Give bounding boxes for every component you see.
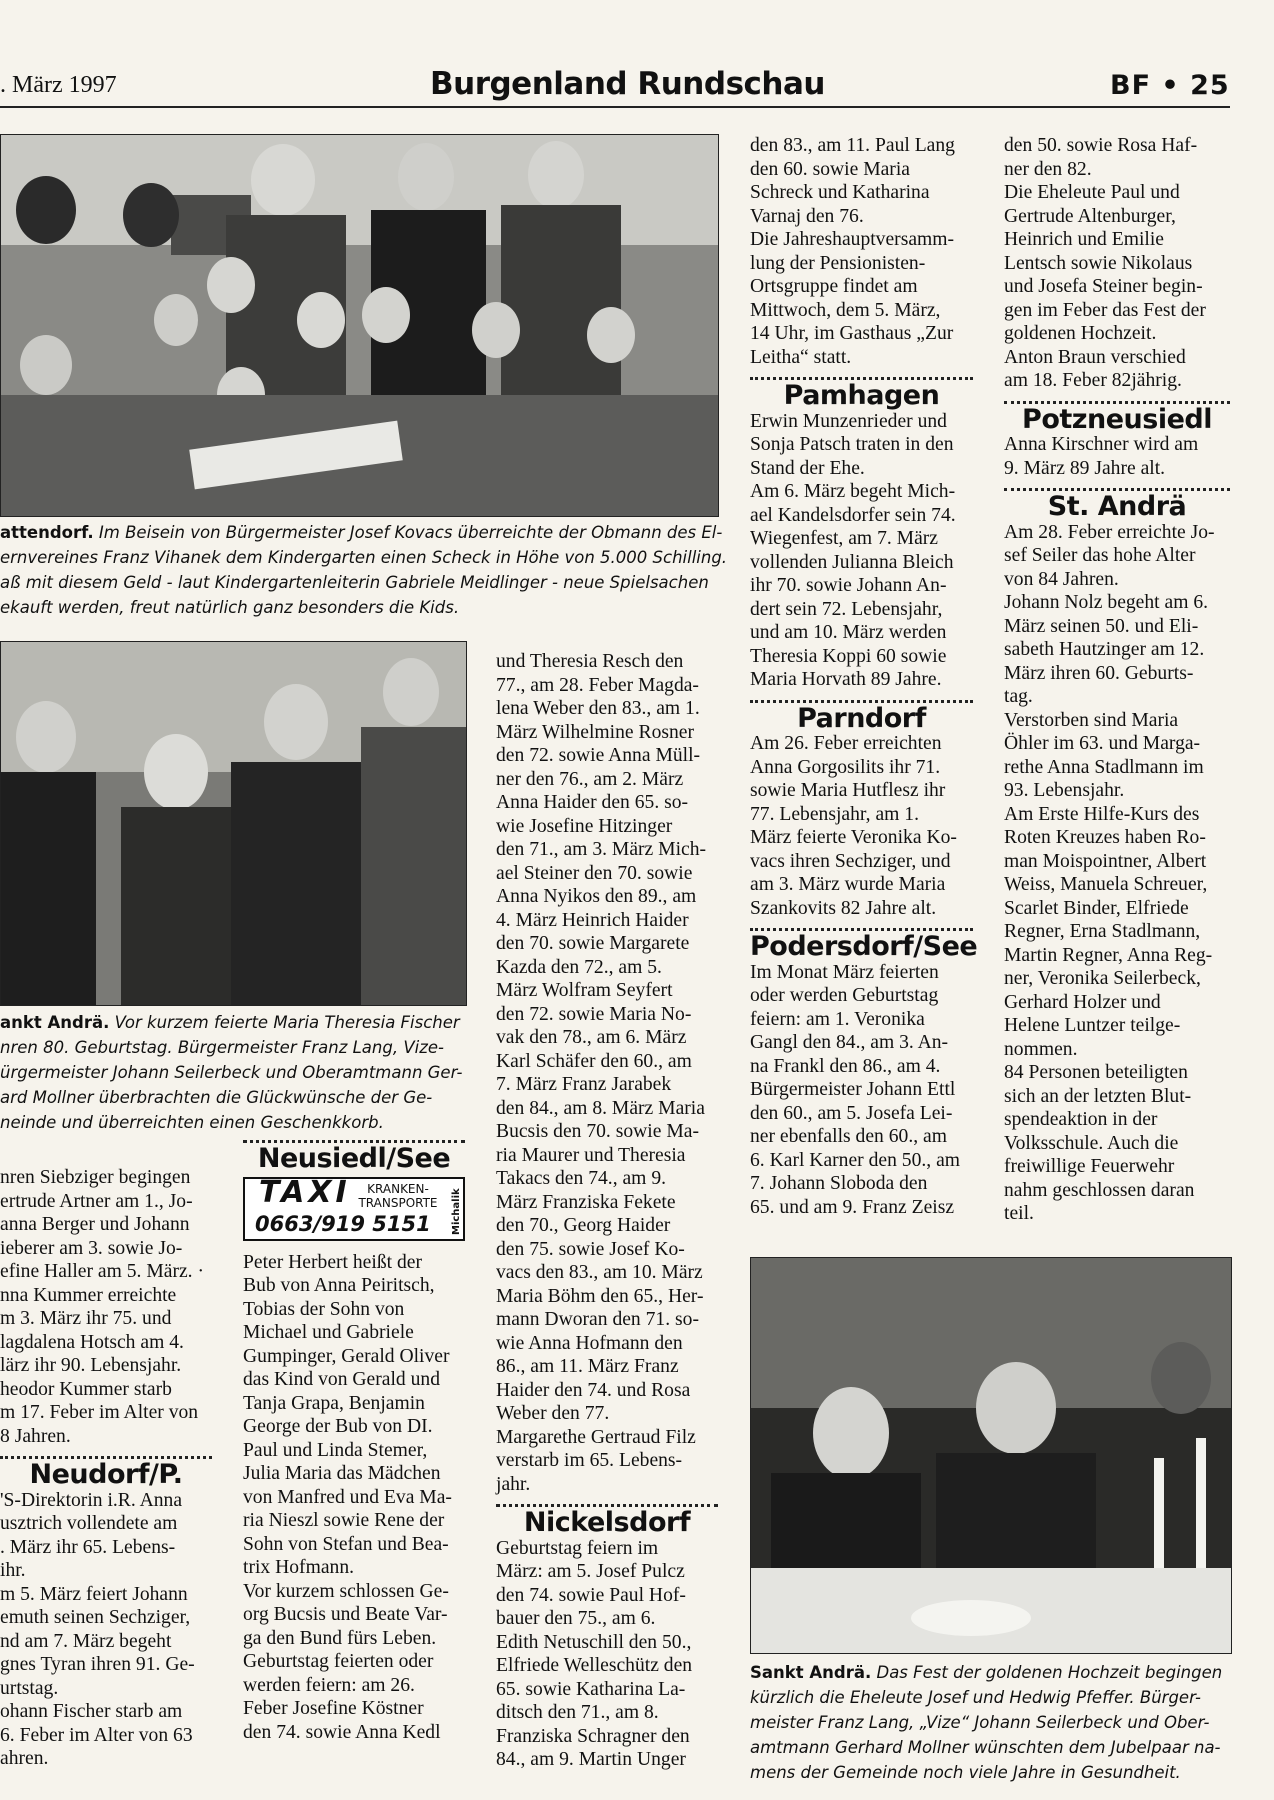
text-line: und Josefa Steiner begin-	[1004, 276, 1203, 297]
text-line: Roten Kreuzes haben Ro-	[1004, 827, 1206, 848]
text-line: trix Hofmann.	[243, 1557, 355, 1578]
caption-line: ürgermeister Johann Seilerbeck und Oberamtmann Ger-	[0, 1063, 463, 1082]
text-line: Bub von Anna Peiritsch,	[243, 1275, 435, 1296]
text-line: jahr.	[496, 1473, 531, 1495]
text-line: Bucsis den 70. sowie Ma-	[496, 1121, 699, 1142]
text-line: Karl Schäfer den 60., am	[496, 1050, 692, 1072]
text-line: Leitha“ statt.	[750, 346, 852, 368]
text-line: Anna Haider den 65. so-	[496, 792, 689, 813]
caption-line: ekauft werden, freut natürlich ganz besonders die Kids.	[0, 598, 460, 617]
text-line: nommen.	[1004, 1038, 1078, 1060]
text-line: sich an der letzten Blut-	[1004, 1085, 1192, 1107]
text-line: den 50. sowie Rosa Haf-	[1004, 135, 1198, 156]
column-5	[1004, 134, 1230, 1226]
text-line: Edith Netuschill den 50.,	[496, 1631, 692, 1653]
kindergarten-photo-image	[1, 135, 718, 516]
heading-podersdorf: Podersdorf/See	[750, 931, 978, 962]
caption-place: ankt Andrä.	[0, 1013, 110, 1032]
text-line: nahm geschlossen daran	[1004, 1179, 1195, 1201]
text-line: und Theresia Resch den	[496, 651, 684, 672]
page-number: BF • 25	[1110, 70, 1230, 101]
text-line: den 60., am 5. Josefa Lei-	[750, 1102, 953, 1124]
text-line: Mittwoch, dem 5. März,	[750, 299, 941, 321]
text-line: Michael und Gabriele	[243, 1322, 414, 1343]
text-line: den 72. sowie Maria No-	[496, 1003, 692, 1025]
text-line: Wiegenfest, am 7. März	[750, 528, 938, 549]
text-line: werden feiern: am 26.	[243, 1674, 415, 1696]
text-line: Am 6. März begeht Mich-	[750, 481, 956, 502]
text-line: nren Siebziger begingen	[0, 1167, 191, 1188]
text-line: sowie Maria Hutflesz ihr	[750, 780, 946, 801]
taxi-phone: 0663/919 5151	[255, 1211, 431, 1236]
text-line: na Frankl den 86., am 4.	[750, 1055, 941, 1077]
text-line: Anna Kirschner wird am	[1004, 434, 1199, 455]
text-line: Volksschule. Auch die	[1004, 1132, 1179, 1154]
text-line: oder werden Geburtstag	[750, 985, 939, 1006]
birthday-photo-image	[1, 642, 466, 1005]
text-line: März ihren 60. Geburts-	[1004, 662, 1194, 684]
text-line: 6. Karl Karner den 50., am	[750, 1149, 961, 1171]
golden-wedding-caption	[750, 1660, 1235, 1785]
text-line: lagdalena Hotsch am 4.	[0, 1331, 184, 1353]
text-line: März Wilhelmine Rosner	[496, 721, 695, 743]
text-line: vacs den 83., am 10. März	[496, 1262, 703, 1283]
heading-st-andrae: St. Andrä	[1047, 491, 1187, 522]
text-line: am 3. März wurde Maria	[750, 874, 946, 895]
text-line: 7. Johann Sloboda den	[750, 1173, 928, 1194]
text-line: 9. März 89 Jahre alt.	[1004, 457, 1166, 479]
text-line: Schreck und Katharina	[750, 182, 930, 203]
text-line: . März ihr 65. Lebens-	[0, 1536, 176, 1558]
text-line: März Franziska Fekete	[496, 1191, 676, 1213]
text-line: Margarethe Gertraud Filz	[496, 1426, 696, 1448]
column-3	[496, 650, 718, 1772]
text-line: ner den 76., am 2. März	[496, 768, 684, 790]
text-line: sabeth Hautzinger am 12.	[1004, 639, 1205, 660]
text-line: heodor Kummer starb	[0, 1378, 172, 1400]
caption-line: ernvereines Franz Vihanek dem Kindergarten einen Scheck in Höhe von 5.000 Schilling.	[0, 548, 728, 567]
text-line: und am 10. März werden	[750, 622, 947, 643]
text-line: 8 Jahren.	[0, 1425, 71, 1447]
text-line: emuth seinen Sechziger,	[0, 1607, 191, 1628]
newspaper-title: Burgenland Rundschau	[430, 66, 825, 102]
taxi-name: Michalik	[451, 1187, 462, 1235]
text-line: am 18. Feber 82jährig.	[1004, 370, 1182, 391]
text-line: Lentsch sowie Nikolaus	[1004, 252, 1193, 274]
caption-line: amtmann Gerhard Mollner wünschten dem Jubelpaar na-	[750, 1738, 1221, 1757]
birthday-photo	[0, 641, 467, 1006]
text-line: vollenden Julianna Bleich	[750, 551, 954, 573]
text-line: Gangl den 84., am 3. An-	[750, 1032, 949, 1053]
text-line: 77., am 28. Feber Magda-	[496, 674, 699, 696]
caption-place: Sankt Andrä.	[750, 1663, 872, 1682]
text-line: spendeaktion in der	[1004, 1109, 1158, 1130]
text-line: vacs ihren Sechziger, und	[750, 850, 951, 872]
text-line: Heinrich und Emilie	[1004, 229, 1164, 250]
text-line: Peter Herbert heißt der	[243, 1251, 422, 1273]
text-line: ner ebenfalls den 60., am	[750, 1126, 947, 1147]
text-line: 65. sowie Katharina La-	[496, 1678, 686, 1700]
text-line: sef Seiler das hohe Alter	[1004, 545, 1196, 566]
text-line: März feierte Veronika Ko-	[750, 827, 957, 848]
caption-line: ard Mollner überbrachten die Glückwünsche der Ge-	[0, 1088, 433, 1107]
caption-line: Das Fest der goldenen Hochzeit begingen	[871, 1663, 1223, 1682]
caption-line: mens der Gemeinde noch viele Jahre in Gesundheit.	[750, 1763, 1181, 1782]
text-line: Erwin Munzenrieder und	[750, 410, 947, 432]
text-line: m 17. Feber im Alter von	[0, 1402, 199, 1423]
text-line: Tanja Grapa, Benjamin	[243, 1392, 425, 1414]
text-line: Feber Josefine Köstner	[243, 1698, 424, 1719]
text-line: nd am 7. März begeht	[0, 1630, 172, 1652]
text-line: wie Anna Hofmann den	[496, 1332, 683, 1354]
text-line: ael Steiner den 70. sowie	[496, 862, 693, 884]
text-line: den 75. sowie Josef Ko-	[496, 1238, 685, 1260]
caption-place: attendorf.	[0, 523, 94, 542]
text-line: mann Dworan den 71. so-	[496, 1309, 699, 1330]
heading-neudorf: Neudorf/P.	[29, 1459, 183, 1490]
caption-line: kürzlich die Eheleute Josef und Hedwig Pfeffer. Bürger-	[750, 1688, 1201, 1707]
birthday-caption	[0, 1010, 478, 1135]
text-line: Sohn von Stefan und Bea-	[243, 1533, 449, 1555]
text-line: den 70. sowie Margarete	[496, 933, 690, 954]
caption-line: Im Beisein von Bürgermeister Josef Kovacs überreichte der Obmann des El-	[93, 523, 723, 542]
text-line: ga den Bund fürs Leben.	[243, 1627, 437, 1649]
text-line: George der Bub von DI.	[243, 1416, 433, 1437]
text-line: Gertrude Altenburger,	[1004, 205, 1176, 227]
text-line: 14 Uhr, im Gasthaus „Zur	[750, 323, 954, 344]
text-line: Takacs den 74., am 9.	[496, 1168, 667, 1189]
text-line: ieberer am 3. sowie Jo-	[0, 1237, 183, 1259]
text-line: den 83., am 11. Paul Lang	[750, 135, 955, 156]
text-line: tag.	[1004, 686, 1033, 707]
text-line: ria Nieszl sowie Rene der	[243, 1510, 445, 1531]
text-line: Im Monat März feierten	[750, 961, 939, 983]
text-line: ria Maurer und Theresia	[496, 1144, 686, 1166]
text-line: man Moispointner, Albert	[1004, 850, 1207, 872]
text-line: Helene Luntzer teilge-	[1004, 1015, 1181, 1036]
text-line: Haider den 74. und Rosa	[496, 1379, 691, 1401]
text-line: Anton Braun verschied	[1004, 346, 1186, 368]
column-4	[750, 134, 978, 1219]
text-line: gnes Tyran ihren 91. Ge-	[0, 1654, 195, 1675]
text-line: Martin Regner, Anna Reg-	[1004, 944, 1213, 966]
text-line: März: am 5. Josef Pulcz	[496, 1561, 685, 1582]
text-line: 4. März Heinrich Haider	[496, 909, 689, 931]
golden-wedding-photo	[750, 1257, 1232, 1654]
text-line: teil.	[1004, 1203, 1034, 1224]
text-line: ahren.	[0, 1748, 49, 1769]
text-line: Stand der Ehe.	[750, 457, 865, 479]
kindergarten-caption	[0, 520, 730, 620]
caption-line: aß mit diesem Geld - laut Kindergartenleiterin Gabriele Meidlinger - neue Spielsachen	[0, 573, 709, 592]
text-line: Geburtstag feierten oder	[243, 1651, 434, 1672]
text-line: m 3. März ihr 75. und	[0, 1308, 172, 1329]
text-line: ihr 70. sowie Johann An-	[750, 575, 947, 596]
text-line: Öhler im 63. und Marga-	[1004, 733, 1201, 754]
text-line: von Manfred und Eva Ma-	[243, 1486, 452, 1508]
text-line: 77. Lebensjahr, am 1.	[750, 803, 919, 825]
taxi-advertisement	[243, 1174, 465, 1241]
text-line: 93. Lebensjahr.	[1004, 780, 1125, 801]
text-line: Weber den 77.	[496, 1403, 610, 1424]
text-line: ertrude Artner am 1., Jo-	[0, 1190, 193, 1212]
text-line: Theresia Koppi 60 sowie	[750, 645, 947, 667]
heading-neusiedl: Neusiedl/See	[257, 1143, 451, 1174]
text-line: Bürgermeister Johann Ettl	[750, 1079, 956, 1100]
kindergarten-photo	[0, 134, 719, 517]
text-line: 65. und am 9. Franz Zeisz	[750, 1196, 955, 1218]
caption-line: neinde und überreichten einen Geschenkkorb.	[0, 1113, 384, 1132]
text-line: rethe Anna Stadlmann im	[1004, 756, 1204, 778]
text-line: goldenen Hochzeit.	[1004, 323, 1157, 344]
text-line: nna Kummer erreichte	[0, 1284, 177, 1306]
text-line: März seinen 50. und Eli-	[1004, 615, 1199, 637]
text-line: Die Eheleute Paul und	[1004, 182, 1180, 203]
text-line: 'S-Direktorin i.R. Anna	[0, 1489, 183, 1511]
text-line: Johann Nolz begeht am 6.	[1004, 592, 1209, 613]
text-line: den 60. sowie Maria	[750, 158, 910, 180]
text-line: Paul und Linda Stemer,	[243, 1439, 428, 1461]
text-line: Scarlet Binder, Elfriede	[1004, 897, 1189, 919]
text-line: ael Kandelsdorfer sein 74.	[750, 504, 956, 526]
text-line: dert sein 72. Lebensjahr,	[750, 598, 943, 620]
text-line: efine Haller am 5. März. ·	[0, 1261, 205, 1282]
text-line: Franziska Schragner den	[496, 1725, 690, 1747]
text-line: Sonja Patsch traten in den	[750, 434, 954, 455]
text-line: das Kind von Gerald und	[243, 1369, 440, 1390]
caption-line: Vor kurzem feierte Maria Theresia Fischer	[109, 1013, 460, 1032]
taxi-word: TAXI	[259, 1174, 351, 1210]
taxi-sub2: TRANSPORTE	[358, 1195, 438, 1210]
taxi-subtitle	[353, 1182, 443, 1210]
text-line: ditsch den 71., am 8.	[496, 1702, 659, 1723]
text-line: vak den 78., am 6. März	[496, 1027, 687, 1048]
taxi-sub1: KRANKEN-	[367, 1181, 429, 1196]
text-line: den 74. sowie Anna Kedl	[243, 1721, 441, 1743]
text-line: lärz ihr 90. Lebensjahr.	[0, 1355, 182, 1376]
text-line: wie Josefine Hitzinger	[496, 815, 673, 837]
text-line: Kazda den 72., am 5.	[496, 956, 662, 978]
caption-line: meister Franz Lang, „Vize“ Johann Seilerbeck und Ober-	[750, 1713, 1210, 1732]
text-line: anna Berger und Johann	[0, 1214, 190, 1235]
text-line: Varnaj den 76.	[750, 205, 864, 227]
text-line: Julia Maria das Mädchen	[243, 1463, 441, 1484]
heading-parndorf: Parndorf	[797, 702, 926, 734]
golden-wedding-photo-image	[751, 1258, 1231, 1653]
text-line: ohann Fischer starb am	[0, 1701, 183, 1722]
text-line: Verstorben sind Maria	[1004, 709, 1179, 731]
text-line: urtstag.	[0, 1677, 59, 1699]
text-line: 7. März Franz Jarabek	[496, 1074, 672, 1095]
text-line: bauer den 75., am 6.	[496, 1608, 656, 1629]
text-line: 84., am 9. Martin Unger	[496, 1749, 686, 1770]
text-line: Maria Horvath 89 Jahre.	[750, 669, 942, 690]
text-line: 84 Personen beteiligten	[1004, 1062, 1188, 1083]
text-line: 6. Feber im Alter von 63	[0, 1724, 193, 1746]
text-line: Vor kurzem schlossen Ge-	[243, 1580, 449, 1602]
column-1	[0, 1166, 212, 1771]
text-line: Ortsgruppe findet am	[750, 276, 918, 297]
text-line: verstarb im 65. Lebens-	[496, 1450, 683, 1471]
text-line: 86., am 11. März Franz	[496, 1356, 679, 1377]
text-line: Elfriede Welleschütz den	[496, 1655, 693, 1676]
text-line: org Bucsis und Beate Var-	[243, 1604, 448, 1625]
text-line: Weiss, Manuela Schreuer,	[1004, 874, 1208, 895]
text-line: Gumpinger, Gerald Oliver	[243, 1345, 450, 1367]
text-line: ner, Veronika Seilerbeck,	[1004, 968, 1201, 989]
text-line: Am 28. Feber erreichte Jo-	[1004, 521, 1215, 543]
text-line: den 71., am 3. März Mich-	[496, 839, 707, 860]
text-line: usztrich vollendete am	[0, 1513, 178, 1534]
text-line: den 74. sowie Paul Hof-	[496, 1584, 686, 1606]
heading-potzneusiedl: Potzneusiedl	[1022, 403, 1212, 435]
text-line: Tobias der Sohn von	[243, 1298, 405, 1320]
text-line: Die Jahreshauptversamm-	[750, 229, 955, 250]
text-line: den 84., am 8. März Maria	[496, 1097, 705, 1119]
text-line: gen im Feber das Fest der	[1004, 299, 1206, 321]
caption-line: nren 80. Geburtstag. Bürgermeister Franz Lang, Vize-	[0, 1038, 444, 1057]
text-line: Am 26. Feber erreichten	[750, 733, 942, 754]
text-line: ner den 82.	[1004, 158, 1092, 180]
heading-pamhagen: Pamhagen	[783, 380, 940, 411]
text-line: Regner, Erna Stadlmann,	[1004, 921, 1201, 942]
text-line: Anna Gorgosilits ihr 71.	[750, 756, 941, 778]
text-line: Gerhard Holzer und	[1004, 991, 1161, 1013]
text-line: freiwillige Feuerwehr	[1004, 1156, 1175, 1177]
text-line: Am Erste Hilfe-Kurs des	[1004, 803, 1200, 825]
text-line: Maria Böhm den 65., Her-	[496, 1285, 704, 1307]
heading-nickelsdorf: Nickelsdorf	[523, 1507, 691, 1538]
text-line: m 5. März feiert Johann	[0, 1583, 188, 1605]
text-line: lena Weber den 83., am 1.	[496, 698, 700, 719]
header-rule	[0, 106, 1230, 108]
text-line: März Wolfram Seyfert	[496, 980, 673, 1001]
text-line: Anna Nyikos den 89., am	[496, 886, 697, 907]
text-line: Szankovits 82 Jahre alt.	[750, 897, 937, 919]
text-line: lung der Pensionisten-	[750, 252, 926, 274]
issue-date: . März 1997	[0, 72, 117, 98]
text-line: den 70., Georg Haider	[496, 1215, 671, 1236]
text-line: ihr.	[0, 1560, 26, 1581]
text-line: von 84 Jahren.	[1004, 568, 1119, 590]
text-line: feiern: am 1. Veronika	[750, 1008, 925, 1030]
column-2	[243, 1140, 465, 1744]
text-line: den 72. sowie Anna Müll-	[496, 745, 701, 766]
text-line: Geburtstag feiern im	[496, 1537, 659, 1559]
